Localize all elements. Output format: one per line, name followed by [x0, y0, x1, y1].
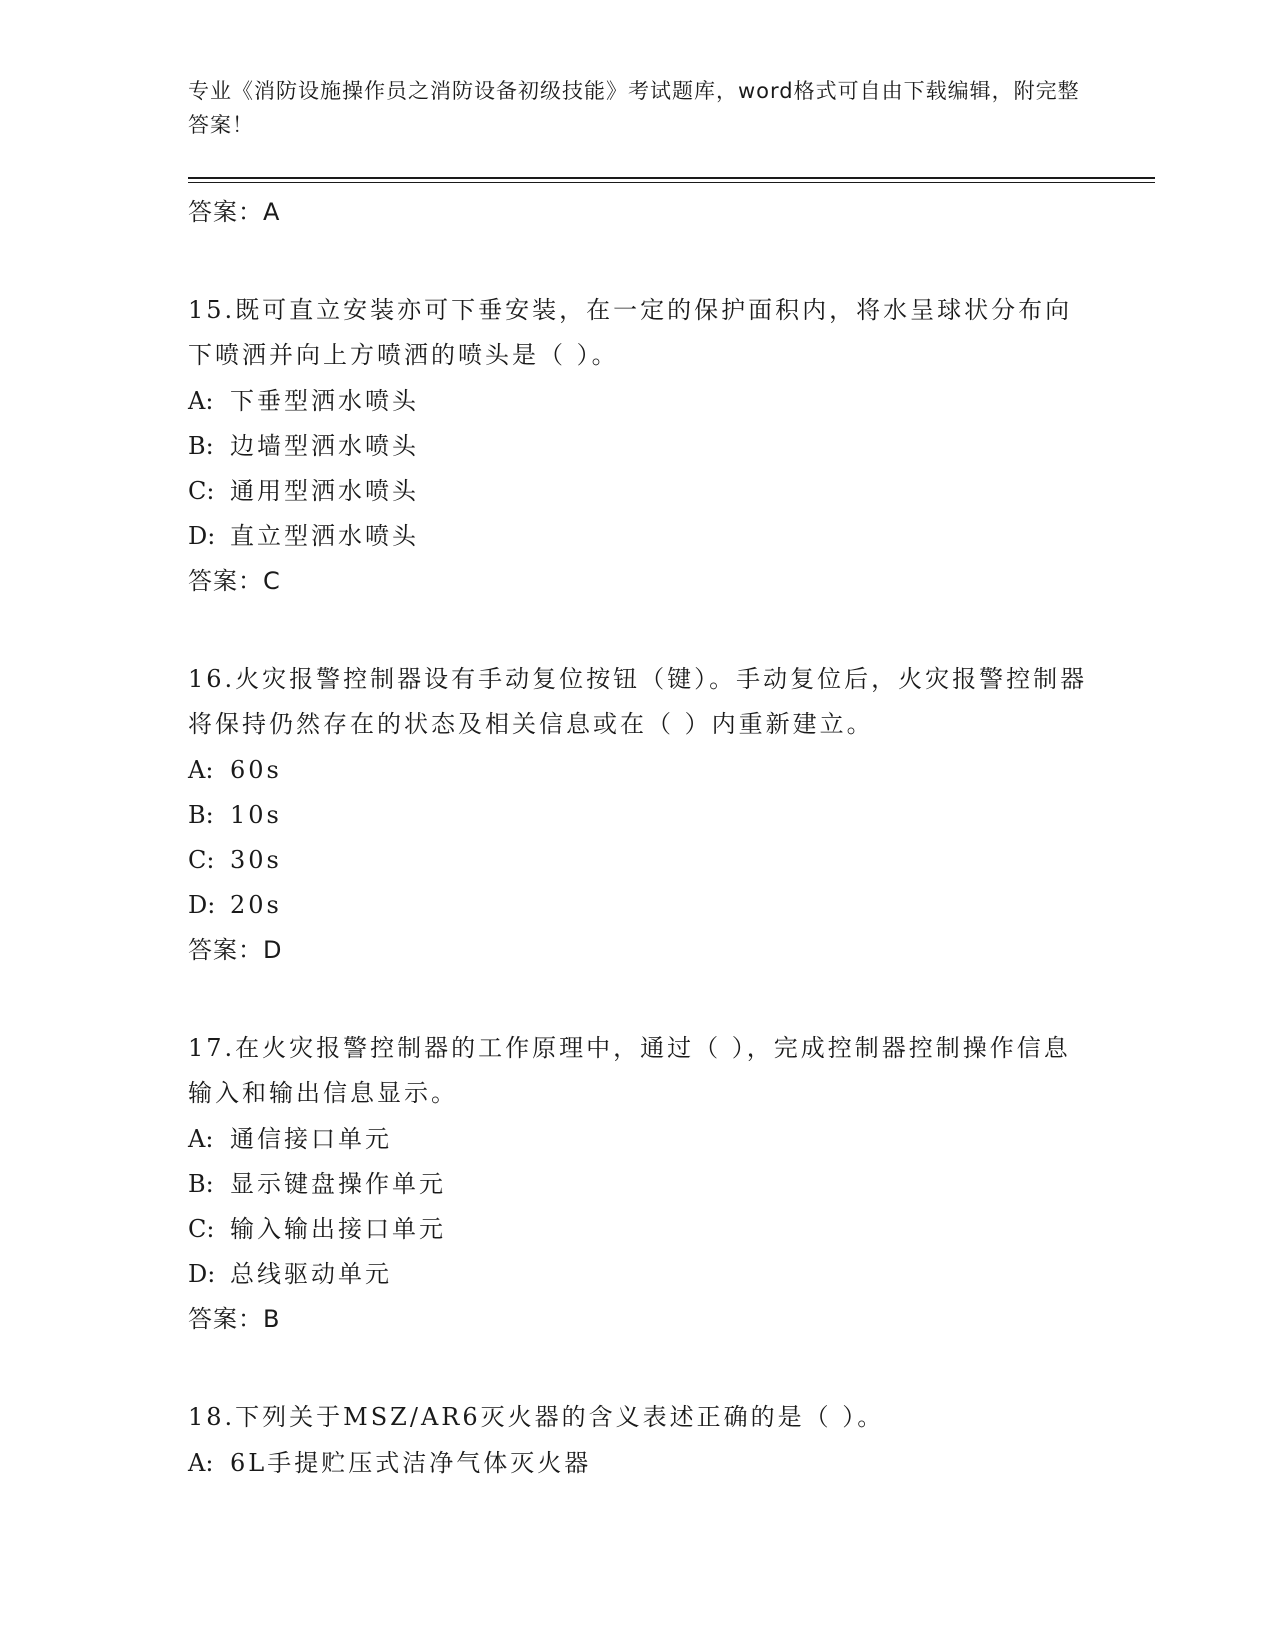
option-letter: A: — [188, 387, 214, 415]
option-a — [188, 748, 1088, 793]
option-d — [188, 514, 1088, 559]
option-d — [188, 1252, 1088, 1297]
answer-line: 答案：C — [188, 567, 281, 595]
option-text: 输入输出接口单元 — [230, 1215, 446, 1243]
option-letter: B: — [188, 1170, 214, 1198]
question-16 — [188, 657, 1088, 972]
question-stem: 16.火灾报警控制器设有手动复位按钮（键）。手动复位后，火灾报警控制器将保持仍然存在的状态及相关信息或在（ ）内重新建立。 — [188, 665, 1088, 738]
option-letter: C: — [188, 1215, 215, 1243]
option-text: 直立型洒水喷头 — [230, 522, 419, 550]
option-text: 30s — [230, 846, 282, 874]
option-text: 边墙型洒水喷头 — [230, 432, 419, 460]
option-text: 下垂型洒水喷头 — [230, 387, 419, 415]
option-text: 显示键盘操作单元 — [230, 1170, 446, 1198]
option-text: 通信接口单元 — [230, 1125, 392, 1153]
option-text: 10s — [230, 801, 282, 829]
option-b — [188, 424, 1088, 469]
document-header: 专业《消防设施操作员之消防设备初级技能》考试题库，word格式可自由下载编辑，附完整答案！ — [188, 79, 1080, 137]
option-letter: A: — [188, 1449, 214, 1477]
answer-line: 答案：A — [188, 198, 281, 226]
option-letter: B: — [188, 801, 214, 829]
option-letter: C: — [188, 477, 215, 505]
option-letter: D: — [188, 891, 216, 919]
option-b — [188, 1162, 1088, 1207]
option-a — [188, 1117, 1088, 1162]
option-a — [188, 1441, 1088, 1486]
option-letter: A: — [188, 756, 214, 784]
header-divider — [188, 177, 1155, 183]
question-18 — [188, 1395, 1088, 1486]
option-letter: B: — [188, 432, 214, 460]
option-b — [188, 793, 1088, 838]
option-a — [188, 379, 1088, 424]
answer-line: 答案：D — [188, 936, 283, 964]
document-body — [188, 190, 1088, 1540]
option-d — [188, 883, 1088, 928]
option-text: 20s — [230, 891, 282, 919]
option-text: 60s — [230, 756, 282, 784]
option-c — [188, 1207, 1088, 1252]
option-letter: A: — [188, 1125, 214, 1153]
option-letter: C: — [188, 846, 215, 874]
option-text: 总线驱动单元 — [230, 1260, 392, 1288]
question-stem: 18.下列关于MSZ/AR6灭火器的含义表述正确的是（ ）。 — [188, 1403, 885, 1431]
option-text: 通用型洒水喷头 — [230, 477, 419, 505]
question-17 — [188, 1026, 1088, 1341]
question-stem: 15.既可直立安装亦可下垂安装，在一定的保护面积内，将水呈球状分布向下喷洒并向上方喷洒的喷头是（ ）。 — [188, 296, 1073, 369]
option-c — [188, 469, 1088, 514]
answer-line: 答案：B — [188, 1305, 281, 1333]
question-15 — [188, 288, 1088, 603]
option-text: 6L手提贮压式洁净气体灭火器 — [230, 1449, 592, 1477]
question-stem: 17.在火灾报警控制器的工作原理中，通过（ ），完成控制器控制操作信息输入和输出信息显示。 — [188, 1034, 1071, 1107]
option-letter: D: — [188, 522, 216, 550]
option-c — [188, 838, 1088, 883]
option-letter: D: — [188, 1260, 216, 1288]
